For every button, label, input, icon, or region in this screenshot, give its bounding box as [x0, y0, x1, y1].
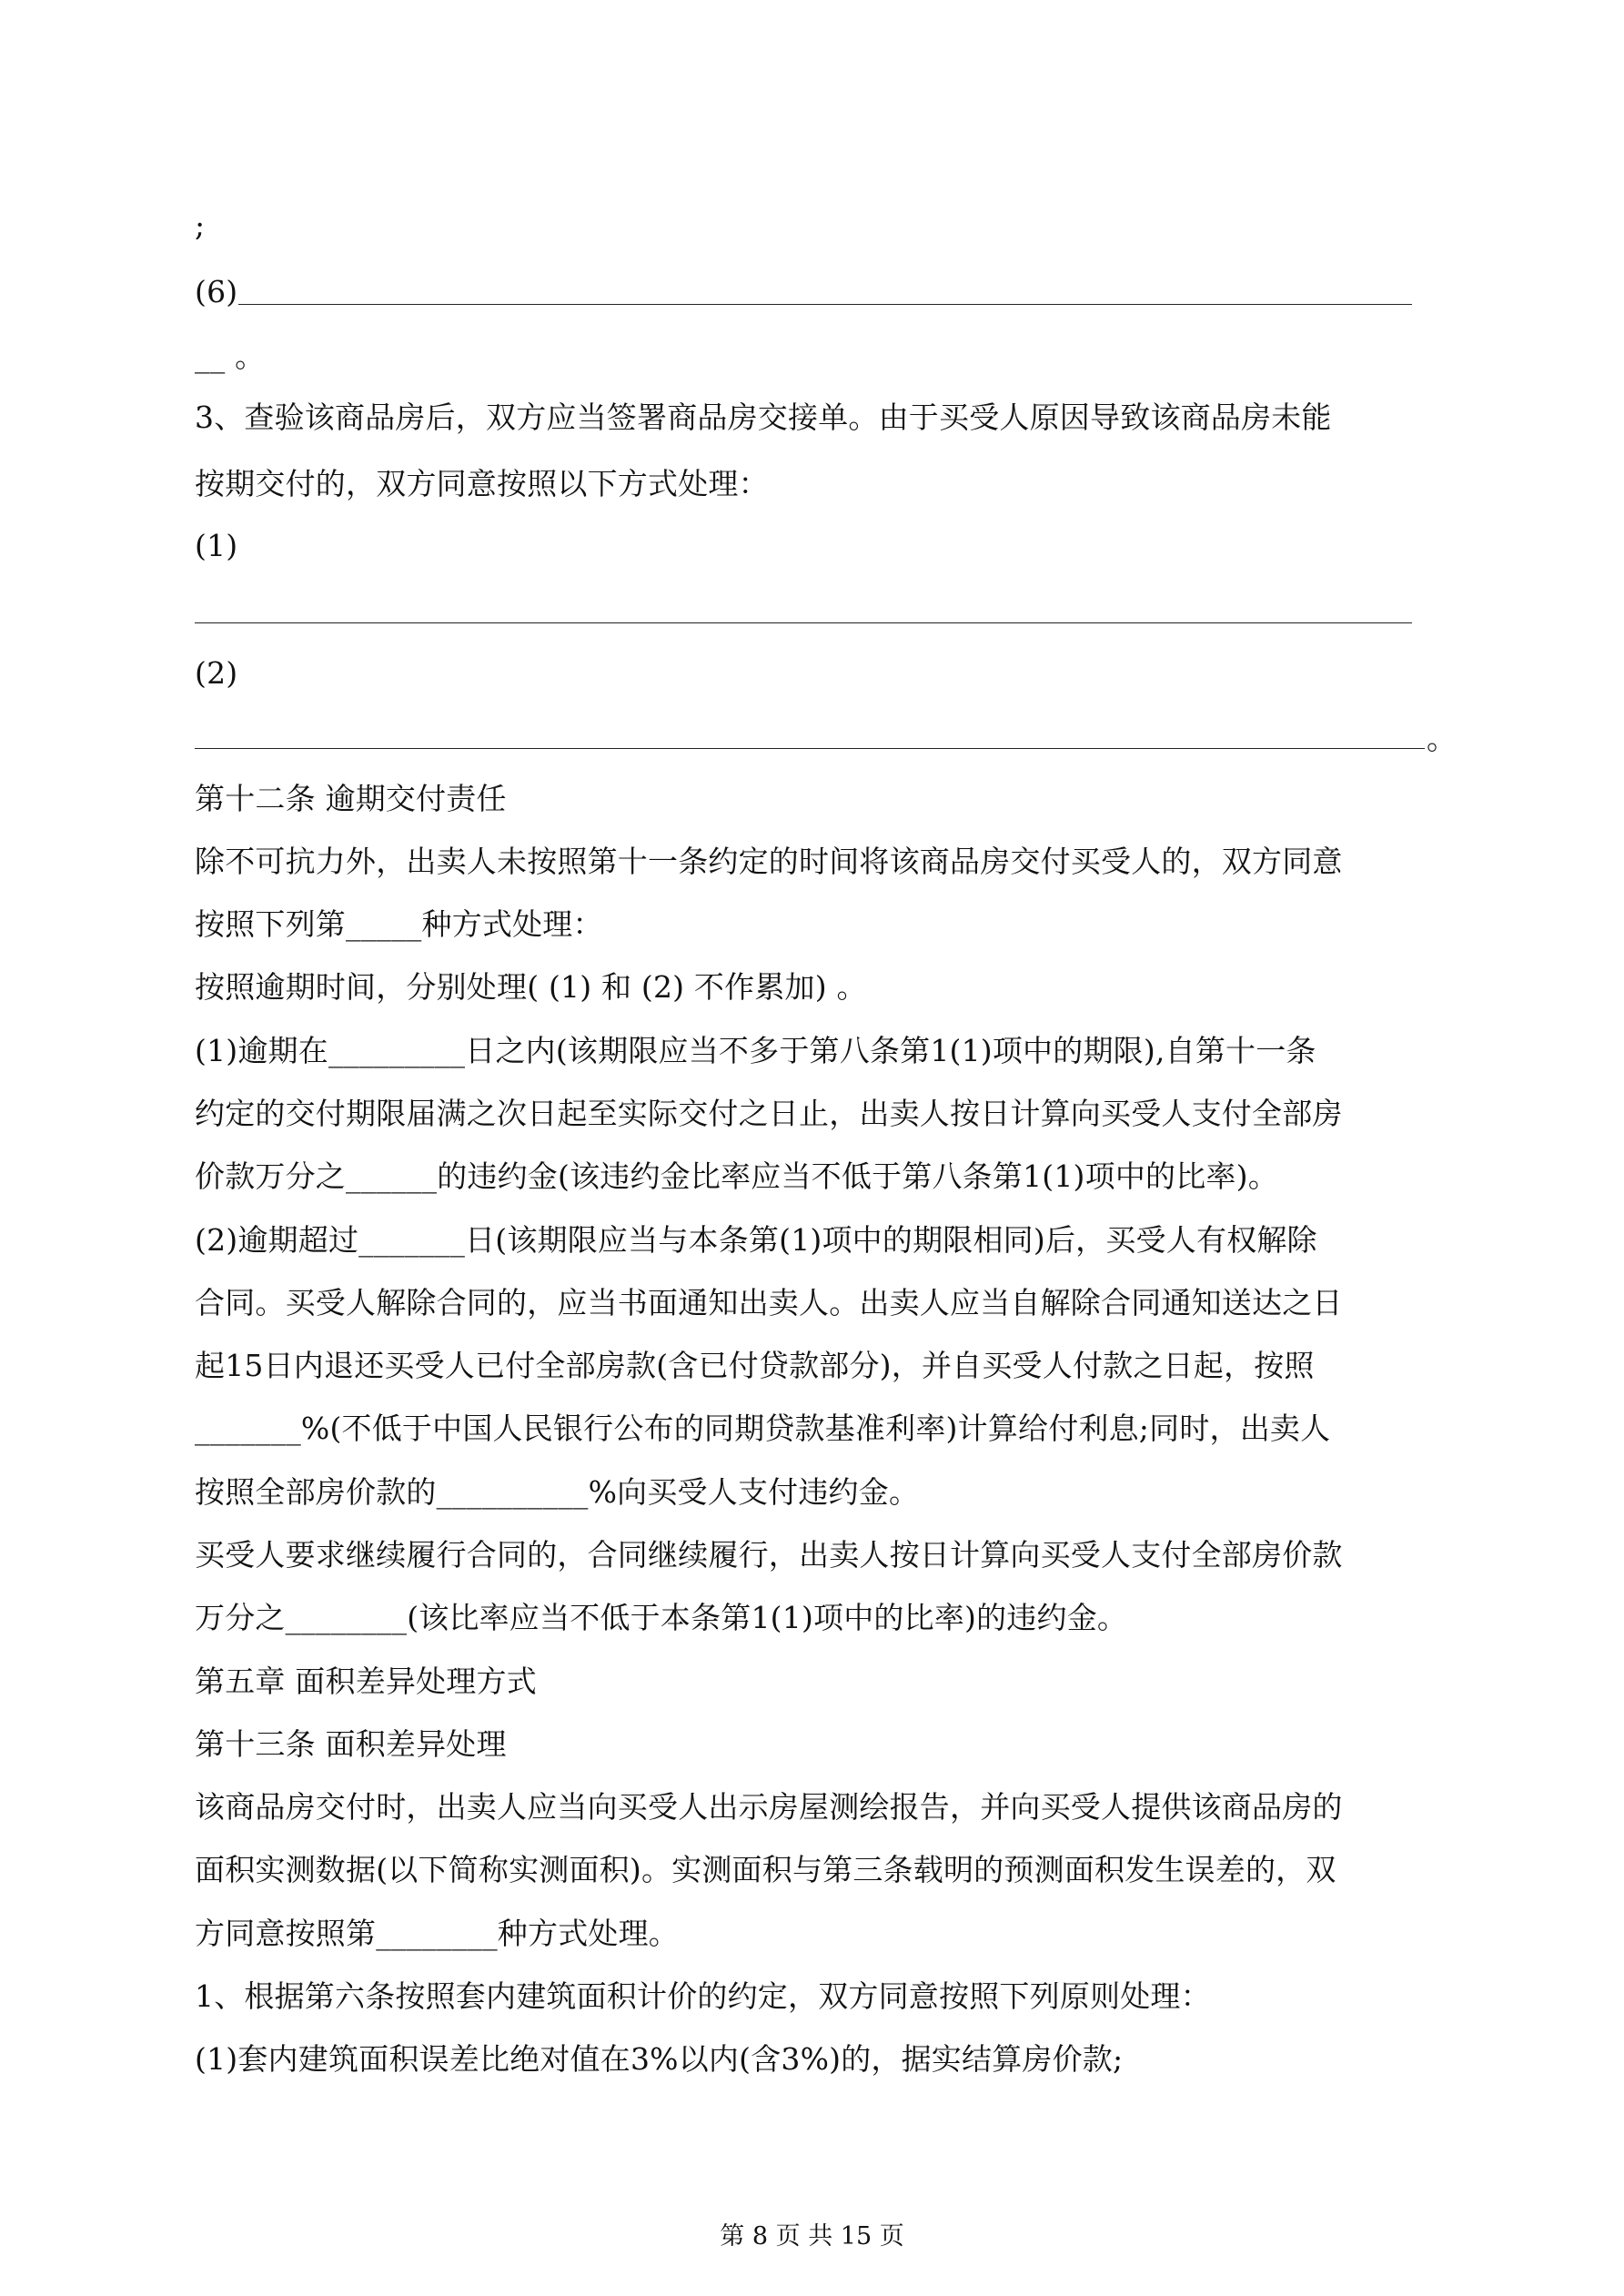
- text-line: 按照逾期时间，分别处理( (1) 和 (2) 不作累加) 。: [195, 969, 867, 1005]
- page-number-footer: 第 8 页 共 15 页: [720, 2222, 904, 2250]
- chapter-heading: 第五章 面积差异处理方式: [195, 1664, 537, 1699]
- text-line: (2): [195, 655, 238, 691]
- text-line: 按照下列第_____种方式处理：: [195, 906, 603, 942]
- text-line: 。: [1427, 721, 1458, 756]
- fill-blank-line: [195, 622, 1412, 623]
- text-line: 起15日内退还买受人已付全部房款(含已付贷款部分)，并自买受人付款之日起，按照: [195, 1348, 1315, 1383]
- fill-blank-line: [195, 748, 1425, 749]
- text-line: __ 。: [195, 339, 266, 374]
- text-line: 按照全部房价款的__________%向买受人支付违约金。: [195, 1474, 920, 1510]
- text-line: (1): [195, 528, 238, 563]
- text-line: 面积实测数据(以下简称实测面积)。实测面积与第三条载明的预测面积发生误差的，双: [195, 1852, 1337, 1887]
- text-line: (1)逾期在_________日之内(该期限应当不多于第八条第1(1)项中的期限),自第十一条: [195, 1033, 1316, 1068]
- text-line: 买受人要求继续履行合同的，合同继续履行，出卖人按日计算向买受人支付全部房价款: [195, 1537, 1343, 1573]
- text-line: _______%(不低于中国人民银行公布的同期贷款基准利率)计算给付利息;同时，出卖人: [195, 1411, 1331, 1446]
- text-line: 约定的交付期限届满之次日起至实际交付之日止，出卖人按日计算向买受人支付全部房: [195, 1096, 1343, 1131]
- text-line: (1)套内建筑面积误差比绝对值在3%以内(含3%)的，据实结算房价款;: [195, 2041, 1124, 2077]
- text-line: 该商品房交付时，出卖人应当向买受人出示房屋测绘报告，并向买受人提供该商品房的: [195, 1789, 1343, 1825]
- text-line: 万分之________(该比率应当不低于本条第1(1)项中的比率)的违约金。: [195, 1600, 1128, 1635]
- text-line: 除不可抗力外，出卖人未按照第十一条约定的时间将该商品房交付买受人的，双方同意: [195, 844, 1343, 879]
- text-line: ;: [195, 207, 206, 243]
- text-line: 合同。买受人解除合同的，应当书面通知出卖人。出卖人应当自解除合同通知送达之日: [195, 1285, 1343, 1320]
- text-line: 方同意按照第________种方式处理。: [195, 1916, 679, 1951]
- fill-blank-line: [238, 304, 1412, 305]
- section-heading: 第十三条 面积差异处理: [195, 1726, 507, 1762]
- text-line: 3、查验该商品房后，双方应当签署商品房交接单。由于买受人原因导致该商品房未能: [195, 400, 1332, 435]
- text-line: (2)逾期超过_______日(该期限应当与本条第(1)项中的期限相同)后，买受人有权解除: [195, 1222, 1317, 1258]
- text-line: 价款万分之______的违约金(该违约金比率应当不低于第八条第1(1)项中的比率)。: [195, 1158, 1278, 1194]
- text-line: 1、根据第六条按照套内建筑面积计价的约定，双方同意按照下列原则处理：: [195, 1978, 1211, 2014]
- text-line: (6): [195, 274, 238, 309]
- section-heading: 第十二条 逾期交付责任: [195, 781, 507, 816]
- text-line: 按期交付的，双方同意按照以下方式处理：: [195, 466, 769, 501]
